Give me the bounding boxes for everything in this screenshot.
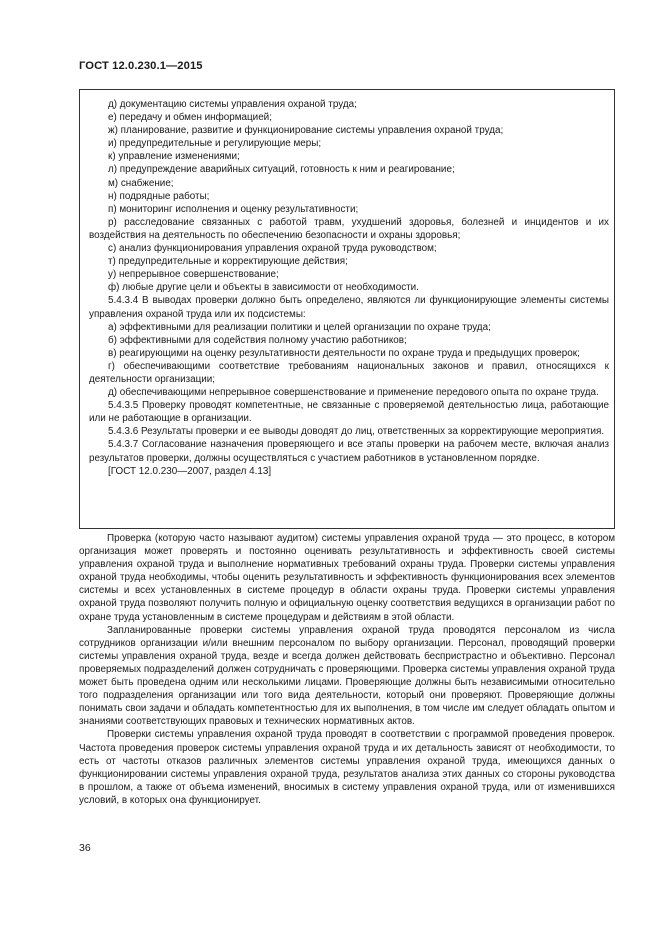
clause-5-4-3-5: 5.4.3.5 Проверку проводят компетентные, не связанные с проверяемой деятельностью лица, работающие или не работающие в организации.: [89, 400, 609, 425]
list-item-n: н) подрядные работы;: [108, 190, 210, 202]
list-item-s: с) анализ функционирования управления охраной труда руководством;: [108, 243, 437, 255]
page-number: 36: [79, 842, 91, 854]
list-item-m: м) снабжение;: [108, 177, 174, 189]
document-header: ГОСТ 12.0.230.1—2015: [79, 60, 203, 72]
clause-5-4-3-4: 5.4.3.4 В выводах проверки должно быть определено, являются ли функционирующие элементы системы управления охраной труда или их подсистемы:: [89, 295, 609, 320]
clause-5-4-3-7: 5.4.3.7 Согласование назначения проверяющего и все этапы проверки на рабочем месте, включая анализ результатов проверки, должны осуществляться с участием работников в установленном порядке.: [89, 439, 609, 464]
list-item-u: у) непрерывное совершенствование;: [108, 269, 279, 281]
sub-item-g: г) обеспечивающими соответствие требованиям национальных законов и правил, относящихся к деятельности организации;: [89, 360, 609, 385]
main-text: [79, 532, 615, 807]
paragraph-planned-audits: Запланированные проверки системы управления охраной труда проводятся персоналом из числа сотрудников организации и/или внешним персоналом по выбору организации. Персонал, проводящий проверки системы управления охраной труда, везде и всегда должен действовать беспристрастно и объективно. Персонал проверяемых подразделений должен сотрудничать с проверяющими. Проверка системы управления охраной труда может быть проведена одним или несколькими лицами. Проверяющие должны быть независимыми относительно того подразделения организации или того вида деятельности, который они проверяют. Проверяющие должны понимать свои задачи и обладать компетентностью для их выполнения, в том числе им следует обладать опытом и знаниями соответствующих правовых и технических нормативных актов.: [79, 624, 615, 728]
list-item-zh: ж) планирование, развитие и функционирование системы управления охраной труда;: [108, 125, 504, 137]
list-item-d: д) документацию системы управления охраной труда;: [108, 99, 357, 110]
paragraph-audit-program: Проверки системы управления охраной труда проводят в соответствии с программой проведения проверок. Частота проведения проверок системы управления охраной труда и их детальность зависят от необходимости, то есть от частоты отказов различных элементов системы управления охраной труда, имеющихся данных о функционировании системы управления охраной труда, результатов анализа этих данных со стороны руководства в прошлом, а также от объема изменений, вносимых в систему управления охраной труда, или от изменившихся условий, в которых она функционирует.: [79, 729, 615, 806]
paragraph-audit-definition: Проверка (которую часто называют аудитом) системы управления охраной труда — это процесс, в котором организация может проверять и постоянно оценивать результативность и эффективность своей системы управления охраной труда и выполнение нормативных требований охраны труда. Проверки системы управления охраной труда необходимы, чтобы оценить результативность и эффективность функционирования всех элементов системы и всех установленных в системе процедур в области охраны труда. Проверки системы управления охраной труда позволяют получить полную и официальную оценку соответствия ведущихся в организации работ по охране труда установленным в системе процедурам и действиям в этой области.: [79, 533, 615, 623]
list-item-i: и) предупредительные и регулирующие меры;: [108, 138, 322, 150]
source-reference: [ГОСТ 12.0.230—2007, раздел 4.13]: [108, 465, 272, 477]
clause-5-4-3-6: 5.4.3.6 Результаты проверки и ее выводы доводят до лиц, ответственных за корректирующие мероприятия.: [108, 426, 605, 438]
sub-item-d: д) обеспечивающими непрерывное совершенствование и применение передового опыта по охране труда.: [108, 387, 599, 399]
sub-item-b: б) эффективными для содействия полному участию работников;: [108, 334, 407, 346]
list-item-l: л) предупреждение аварийных ситуаций, готовность к ним и реагирование;: [108, 164, 455, 176]
list-item-t: т) предупредительные и корректирующие действия;: [108, 256, 348, 268]
list-item-p: п) мониторинг исполнения и оценку результативности;: [108, 203, 359, 215]
list-item-k: к) управление изменениями;: [108, 151, 240, 163]
list-item-f: ф) любые другие цели и объекты в зависимости от необходимости.: [108, 282, 419, 294]
sub-item-v: в) реагирующими на оценку результативности деятельности по охране труда и предыдущих проверок;: [108, 347, 580, 359]
sub-item-a: а) эффективными для реализации политики и целей организации по охране труда;: [108, 321, 491, 333]
quoted-standard-box: [79, 89, 615, 529]
list-item-r: р) расследование связанных с работой травм, ухудшений здоровья, болезней и инцидентов и их воздействия на деятельность по обеспечению безопасности и охраны здоровья;: [89, 216, 609, 241]
list-item-e: е) передачу и обмен информацией;: [108, 112, 272, 124]
